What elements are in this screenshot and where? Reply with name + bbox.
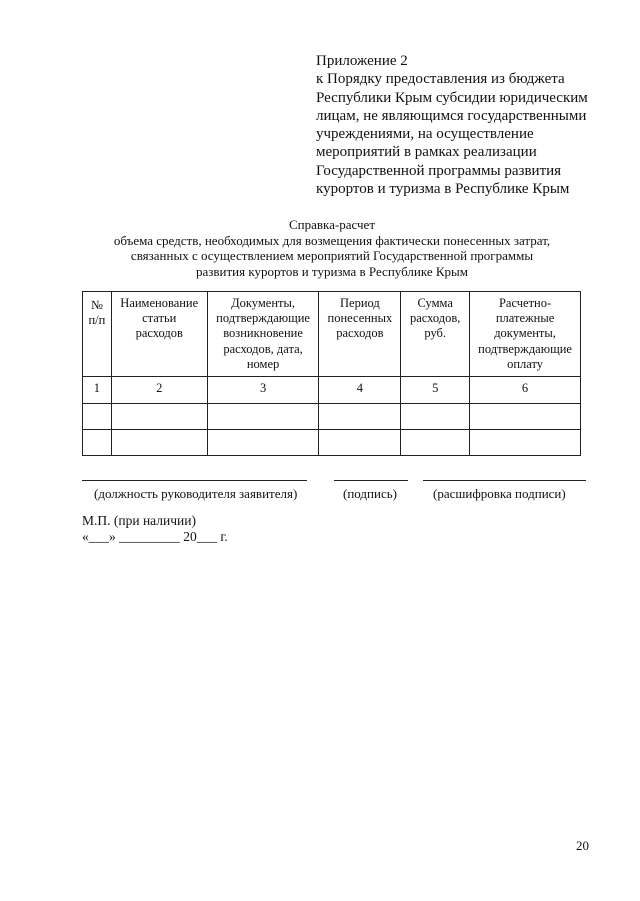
column-header-payment-documents: [470, 292, 581, 377]
table-cell[interactable]: [207, 430, 319, 456]
decoding-signature-line[interactable]: [423, 480, 586, 481]
column-number: 2: [111, 377, 207, 404]
stamp-note: М.П. (при наличии): [82, 513, 196, 528]
column-number: 3: [207, 377, 319, 404]
column-header-line: документы,: [494, 326, 556, 341]
appendix-line: Приложение 2: [316, 53, 408, 69]
column-header-line: п/п: [88, 313, 106, 328]
title-line: Справка-расчет: [288, 217, 376, 232]
column-header-line: №: [90, 298, 103, 312]
column-number: 6: [470, 377, 581, 404]
page-number: 20: [576, 838, 589, 853]
calculation-table: [82, 291, 581, 456]
column-header-number: [83, 292, 112, 377]
table-cell[interactable]: [470, 404, 581, 430]
column-header-line: понесенных: [327, 311, 393, 326]
column-header-line: подтверждающие: [478, 341, 572, 356]
column-number: 5: [401, 377, 470, 404]
column-number: 4: [319, 377, 401, 404]
column-header-amount: [401, 292, 470, 377]
column-header-line: Расчетно-: [498, 296, 552, 310]
position-caption: (должность руководителя заявителя): [94, 486, 298, 501]
table-cell[interactable]: [470, 430, 581, 456]
table-cell[interactable]: [83, 404, 112, 430]
signature-line[interactable]: [334, 480, 408, 481]
column-header-expense-item: [111, 292, 207, 377]
table-cell[interactable]: [111, 430, 207, 456]
table-cell[interactable]: [401, 404, 470, 430]
table-header-row: [83, 292, 581, 377]
table-row: [83, 404, 581, 430]
column-header-line: расходов, дата,: [223, 341, 303, 356]
title-line: объема средств, необходимых для возмещения фактически понесенных затрат,: [113, 232, 551, 248]
appendix-line: мероприятий в рамках реализации: [316, 144, 537, 161]
table-cell[interactable]: [319, 430, 401, 456]
decoding-caption: (расшифровка подписи): [433, 486, 566, 501]
position-signature-line[interactable]: [82, 480, 307, 481]
appendix-line: к Порядку предоставления из бюджета: [316, 71, 565, 88]
column-header-line: возникновение: [223, 326, 303, 341]
table-cell[interactable]: [207, 404, 319, 430]
appendix-line: лицам, не являющимся государственными: [316, 107, 587, 124]
title-line: развития курортов и туризма в Республике Крым: [196, 263, 468, 279]
appendix-line: курортов и туризма в Республике Крым: [316, 181, 570, 198]
table-cell[interactable]: [319, 404, 401, 430]
appendix-line: Республики Крым субсидии юридическим: [316, 89, 588, 106]
column-header-line: номер: [246, 356, 280, 371]
column-number: 1: [83, 377, 112, 404]
signature-block: [0, 480, 640, 510]
column-header-period: [319, 292, 401, 377]
column-header-line: Наименование: [120, 296, 199, 310]
column-header-line: подтверждающие: [216, 311, 310, 326]
table-cell[interactable]: [83, 430, 112, 456]
appendix-heading: [316, 52, 616, 198]
column-header-line: Документы,: [231, 296, 296, 310]
signature-caption: (подпись): [343, 486, 397, 501]
column-header-line: расходов: [135, 326, 183, 341]
seal-and-date: [82, 513, 228, 545]
table-cell[interactable]: [401, 430, 470, 456]
title-line: связанных с осуществлением мероприятий Государственной программы: [130, 248, 534, 263]
column-header-line: расходов: [336, 326, 384, 341]
table-row: [83, 430, 581, 456]
column-header-documents: [207, 292, 319, 377]
column-header-line: расходов,: [409, 311, 461, 326]
column-header-line: Период: [340, 296, 380, 310]
document-title: [82, 217, 582, 279]
column-header-line: платежные: [495, 311, 555, 326]
column-number-row: [83, 377, 581, 404]
column-header-line: статьи: [142, 311, 177, 326]
column-header-line: оплату: [507, 356, 544, 371]
appendix-line: Государственной программы развития: [316, 162, 562, 179]
date-line: «___» _________ 20___ г.: [82, 529, 228, 544]
appendix-line: учреждениями, на осуществление: [316, 126, 534, 143]
column-header-line: руб.: [424, 326, 447, 341]
table-cell[interactable]: [111, 404, 207, 430]
column-header-line: Сумма: [417, 296, 453, 310]
